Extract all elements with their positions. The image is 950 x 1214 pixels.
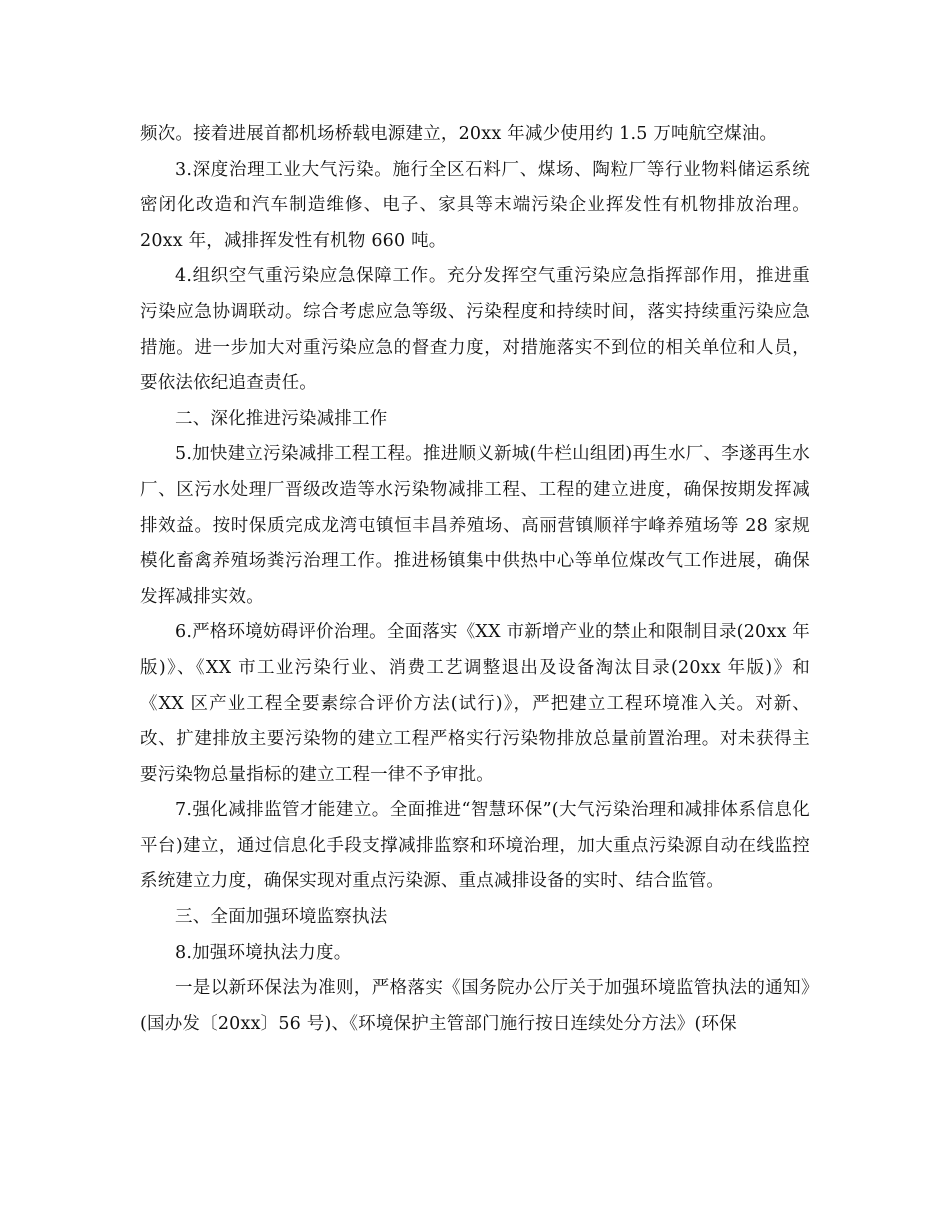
paragraph-item-3: 3.深度治理工业大气污染。施行全区石料厂、煤场、陶粒厂等行业物料储运系统密闭化改造和汽车制造维修、电子、家具等末端污染企业挥发性有机物排放治理。20xx 年，减排挥发性有机物 660 吨。	[140, 159, 810, 251]
paragraph-item-8-point-1: 一是以新环保法为准则，严格落实《国务院办公厅关于加强环境监管执法的通知》(国办发〔20xx〕56 号)、《环境保护主管部门施行按日连续处分方法》(环保	[140, 978, 810, 1034]
paragraph-item-5: 5.加快建立污染减排工程工程。推进顺义新城(牛栏山组团)再生水厂、李遂再生水厂、区污水处理厂晋级改造等水污染物减排工程、工程的建立进度，确保按期发挥减排效益。按时保质完成龙湾屯镇恒丰昌养殖场、高丽营镇顺祥宇峰养殖场等 28 家规模化畜禽养殖场粪污治理工作。推进杨镇集中供热中心等单位煤改气工作进展，确保发挥减排实效。	[140, 444, 810, 607]
document-body	[140, 117, 810, 1042]
paragraph-continued: 频次。接着进展首都机场桥载电源建立，20xx 年减少使用约 1.5 万吨航空煤油。	[140, 124, 778, 144]
section-heading-3: 三、全面加强环境监察执法	[175, 907, 388, 928]
paragraph-item-7: 7.强化减排监管才能建立。全面推进“智慧环保”(大气污染治理和减排体系信息化平台)建立，通过信息化手段支撑减排监察和环境治理，加大重点污染源自动在线监控系统建立力度，确保实现对重点污染源、重点减排设备的实时、结合监管。	[140, 800, 810, 892]
section-heading-2: 二、深化推进污染减排工作	[175, 408, 388, 429]
paragraph-item-6: 6.严格环境妨碍评价治理。全面落实《XX 市新增产业的禁止和限制目录(20xx 年版)》、《XX 市工业污染行业、消费工艺调整退出及设备淘汰目录(20xx 年版)》和《XX 区产业工程全要素综合评价方法(试行)》，严把建立工程环境准入关。对新、改、扩建排放主要污染物的建立工程严格实行污染物排放总量前置治理。对未获得主要污染物总量指标的建立工程一律不予审批。	[140, 622, 810, 785]
paragraph-item-8: 8.加强环境执法力度。	[175, 942, 352, 963]
paragraph-item-4: 4.组织空气重污染应急保障工作。充分发挥空气重污染应急指挥部作用，推进重污染应急协调联动。综合考虑应急等级、污染程度和持续时间，落实持续重污染应急措施。进一步加大对重污染应急的督查力度，对措施落实不到位的相关单位和人员，要依法依纪追查责任。	[140, 266, 810, 394]
